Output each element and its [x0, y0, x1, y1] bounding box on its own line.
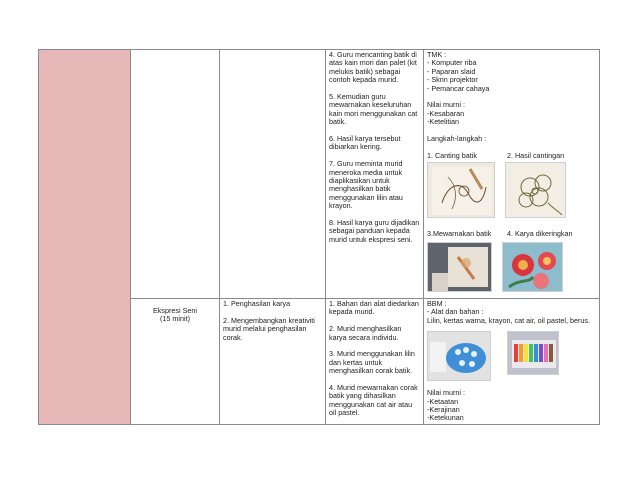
table-row: [39, 50, 600, 299]
activity-item: 8. Hasil karya guru dijadikan sebagai panduan kepada murid untuk ekspresi seni.: [329, 218, 420, 244]
notes-cell: [424, 299, 600, 425]
tmk-item: - Skrin projektor: [427, 75, 478, 85]
palette-photo: [427, 331, 491, 381]
activity-item: 7. Guru meminta murid meneroka media untuk diaplikasikan untuk menghasilkan batik menggunakan lilin atau krayon.: [329, 159, 403, 211]
side-pink-column: [39, 50, 131, 425]
stage-duration: (15 minit): [160, 314, 190, 324]
step-label: 3.Mewarnakan batik: [427, 229, 492, 239]
stage-title: Ekspresi Seni: [153, 306, 197, 315]
lesson-plan-table: [38, 49, 600, 425]
tmk-item: - Paparan slaid: [427, 66, 476, 76]
activity-cell: [326, 50, 424, 299]
hasil-cantingan-photo: [505, 162, 566, 218]
objective-cell: [220, 299, 326, 425]
canting-batik-photo: [427, 162, 495, 218]
bbm-line: Lilin, kertas warna, krayon, cat air, oil pastel, berus.: [427, 315, 590, 325]
nilai-item: -Ketaatan: [427, 396, 459, 406]
tmk-title: TMK :: [427, 50, 447, 59]
karya-dikeringkan-photo: [502, 242, 563, 292]
bbm-line: - Alat dan bahan :: [427, 307, 484, 317]
stage-cell: [131, 299, 220, 425]
stage-cell: [131, 50, 220, 299]
step-label: 2. Hasil cantingan: [507, 150, 565, 160]
activity-item: 2. Murid menghasilkan karya secara individu.: [329, 324, 402, 342]
activity-item: 4. Murid mewarnakan corak batik yang dihasilkan menggunakan cat air atau oil pastel.: [329, 383, 418, 418]
activity-cell: [326, 299, 424, 425]
nilai-item: -Ketekunan: [427, 413, 464, 423]
activity-item: 3. Murid menggunakan lilin dan kertas untuk menghasilkan corak batik.: [329, 349, 415, 376]
step-label: 1. Canting batik: [427, 150, 477, 160]
objective-item: 1. Penghasilan karya: [223, 299, 291, 308]
activity-item: 5. Kemudian guru mewarnakan keseluruhan kain mori menggunakan cat batik.: [329, 92, 418, 127]
tmk-item: - Pemancar cahaya: [427, 83, 490, 93]
mewarnakan-batik-photo: [427, 242, 492, 292]
nilai-item: -Kesabaran: [427, 108, 465, 118]
nilai-title: Nilai murni :: [427, 100, 465, 110]
objective-item: 2. Mengembangkan kreativiti murid melalui penghasilan corak.: [223, 315, 315, 342]
steps-title: Langkah-langkah :: [427, 134, 487, 144]
tmk-item: - Komputer riba: [427, 58, 477, 68]
nilai-title: Nilai murni :: [427, 388, 465, 398]
step-label: 4. Karya dikeringkan: [507, 229, 573, 239]
oil-pastel-photo: [507, 331, 559, 375]
nilai-item: -Ketelitian: [427, 117, 459, 127]
nilai-item: -Kerajinan: [427, 405, 460, 415]
activity-item: 6. Hasil karya tersebut dibiarkan kering.: [329, 134, 401, 152]
objective-cell: [220, 50, 326, 299]
activity-item: 1. Bahan dan alat diedarkan kepada murid.: [329, 299, 419, 317]
activity-item: 4. Guru mencanting batik di atas kain mori dan palet (kit melukis batik) sebagai contoh kepada murid.: [329, 50, 417, 85]
bbm-title: BBM :: [427, 299, 447, 308]
notes-cell: [424, 50, 600, 299]
